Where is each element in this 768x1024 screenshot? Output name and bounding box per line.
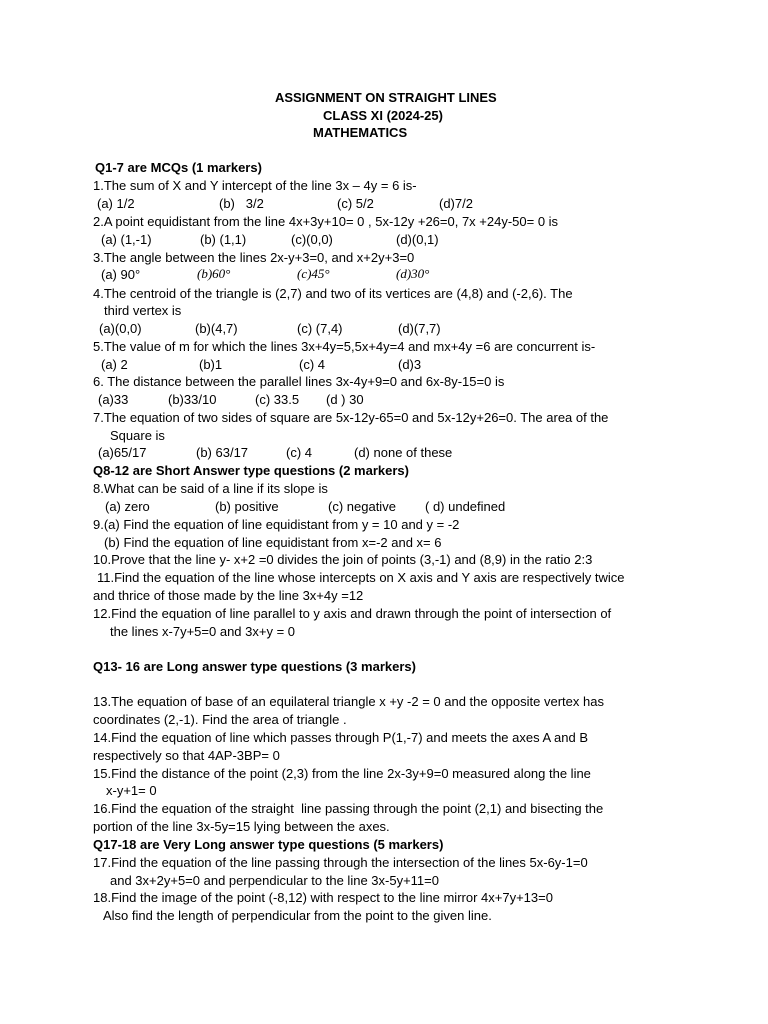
question-7-cont: Square is xyxy=(110,428,165,443)
q8-option-d: ( d) undefined xyxy=(425,499,506,514)
question-8: 8.What can be said of a line if its slope is xyxy=(93,481,328,496)
q4-option-c: (c) (7,4) xyxy=(297,321,343,336)
section-mcq-heading: Q1-7 are MCQs (1 markers) xyxy=(95,160,262,175)
question-13-line-2: coordinates (2,-1). Find the area of triangle . xyxy=(93,712,347,727)
question-11-line-1: 11.Find the equation of the line whose intercepts on X axis and Y axis are respectively twice xyxy=(97,570,625,585)
q5-option-b: (b)1 xyxy=(199,357,223,372)
q5-option-c: (c) 4 xyxy=(299,357,325,372)
q2-option-b: (b) (1,1) xyxy=(200,232,247,247)
q4-option-d: (d)(7,7) xyxy=(398,321,441,336)
question-4-cont: third vertex is xyxy=(104,303,182,318)
q6-option-c: (c) 33.5 xyxy=(255,392,300,407)
question-16-line-2: portion of the line 3x-5y=15 lying between the axes. xyxy=(93,819,390,834)
q1-option-c: (c) 5/2 xyxy=(337,196,374,211)
q4-option-b: (b)(4,7) xyxy=(195,321,238,336)
question-14-line-2: respectively so that 4AP-3BP= 0 xyxy=(93,748,280,763)
q6-option-d: (d ) 30 xyxy=(326,392,364,407)
q2-option-d: (d)(0,1) xyxy=(396,232,439,247)
q1-option-b: (b) 3/2 xyxy=(219,196,264,211)
q8-option-b: (b) positive xyxy=(215,499,279,514)
q8-option-a: (a) zero xyxy=(105,499,150,514)
q7-option-d: (d) none of these xyxy=(354,445,453,460)
question-5: 5.The value of m for which the lines 3x+4y=5,5x+4y=4 and mx+4y =6 are concurrent is- xyxy=(93,339,596,354)
question-14-line-1: 14.Find the equation of line which passes through P(1,-7) and meets the axes A and B xyxy=(93,730,589,745)
q5-option-a: (a) 2 xyxy=(101,357,128,372)
q8-option-c: (c) negative xyxy=(328,499,396,514)
q3-option-c: (c)45° xyxy=(297,266,330,281)
section-long-heading: Q13- 16 are Long answer type questions (3 markers) xyxy=(93,659,416,674)
class-label: CLASS XI (2024-25) xyxy=(323,108,443,123)
question-7: 7.The equation of two sides of square are 5x-12y-65=0 and 5x-12y+26=0. The area of the xyxy=(93,410,609,425)
question-10: 10.Prove that the line y- x+2 =0 divides the join of points (3,-1) and (8,9) in the ratio 2:3 xyxy=(93,552,593,567)
question-17-line-2: and 3x+2y+5=0 and perpendicular to the line 3x-5y+11=0 xyxy=(110,873,439,888)
q1-option-a: (a) 1/2 xyxy=(97,196,135,211)
q6-option-b: (b)33/10 xyxy=(168,392,217,407)
question-1: 1.The sum of X and Y intercept of the line 3x – 4y = 6 is- xyxy=(93,178,417,193)
section-very-long-heading: Q17-18 are Very Long answer type questions (5 markers) xyxy=(93,837,444,852)
q5-option-d: (d)3 xyxy=(398,357,422,372)
q3-option-a: (a) 90° xyxy=(101,267,141,282)
section-short-heading: Q8-12 are Short Answer type questions (2 markers) xyxy=(93,463,409,478)
q7-option-a: (a)65/17 xyxy=(98,445,147,460)
question-4: 4.The centroid of the triangle is (2,7) and two of its vertices are (4,8) and (-2,6). The xyxy=(93,286,573,301)
question-9a: 9.(a) Find the equation of line equidistant from y = 10 and y = -2 xyxy=(93,517,460,532)
q4-option-a: (a)(0,0) xyxy=(99,321,142,336)
q3-option-d: (d)30° xyxy=(396,266,430,281)
question-12-line-1: 12.Find the equation of line parallel to y axis and drawn through the point of intersection of xyxy=(93,606,612,621)
question-3: 3.The angle between the lines 2x-y+3=0, and x+2y+3=0 xyxy=(93,250,415,265)
question-6: 6. The distance between the parallel lines 3x-4y+9=0 and 6x-8y-15=0 is xyxy=(93,374,505,389)
question-15-line-1: 15.Find the distance of the point (2,3) from the line 2x-3y+9=0 measured along the line xyxy=(93,766,591,781)
q7-option-b: (b) 63/17 xyxy=(196,445,249,460)
question-9b: (b) Find the equation of line equidistant from x=-2 and x= 6 xyxy=(104,535,442,550)
question-15-line-2: x-y+1= 0 xyxy=(106,783,157,798)
q2-option-c: (c)(0,0) xyxy=(291,232,333,247)
question-2: 2.A point equidistant from the line 4x+3y+10= 0 , 5x-12y +26=0, 7x +24y-50= 0 is xyxy=(93,214,559,229)
question-18-line-2: Also find the length of perpendicular from the point to the given line. xyxy=(103,908,492,923)
q1-option-d: (d)7/2 xyxy=(439,196,473,211)
q6-option-a: (a)33 xyxy=(98,392,129,407)
subject-label: MATHEMATICS xyxy=(313,125,408,140)
question-12-line-2: the lines x-7y+5=0 and 3x+y = 0 xyxy=(110,624,296,639)
question-18-line-1: 18.Find the image of the point (-8,12) with respect to the line mirror 4x+7y+13=0 xyxy=(93,890,553,905)
q2-option-a: (a) (1,-1) xyxy=(101,232,152,247)
q7-option-c: (c) 4 xyxy=(286,445,312,460)
q3-option-b: (b)60° xyxy=(197,266,231,281)
question-13-line-1: 13.The equation of base of an equilateral triangle x +y -2 = 0 and the opposite vertex has xyxy=(93,694,604,709)
question-16-line-1: 16.Find the equation of the straight line passing through the point (2,1) and bisecting the xyxy=(93,801,604,816)
doc-title: ASSIGNMENT ON STRAIGHT LINES xyxy=(275,90,497,105)
question-11-line-2: and thrice of those made by the line 3x+4y =12 xyxy=(93,588,364,603)
question-17-line-1: 17.Find the equation of the line passing through the intersection of the lines 5x-6y-1=0 xyxy=(93,855,588,870)
